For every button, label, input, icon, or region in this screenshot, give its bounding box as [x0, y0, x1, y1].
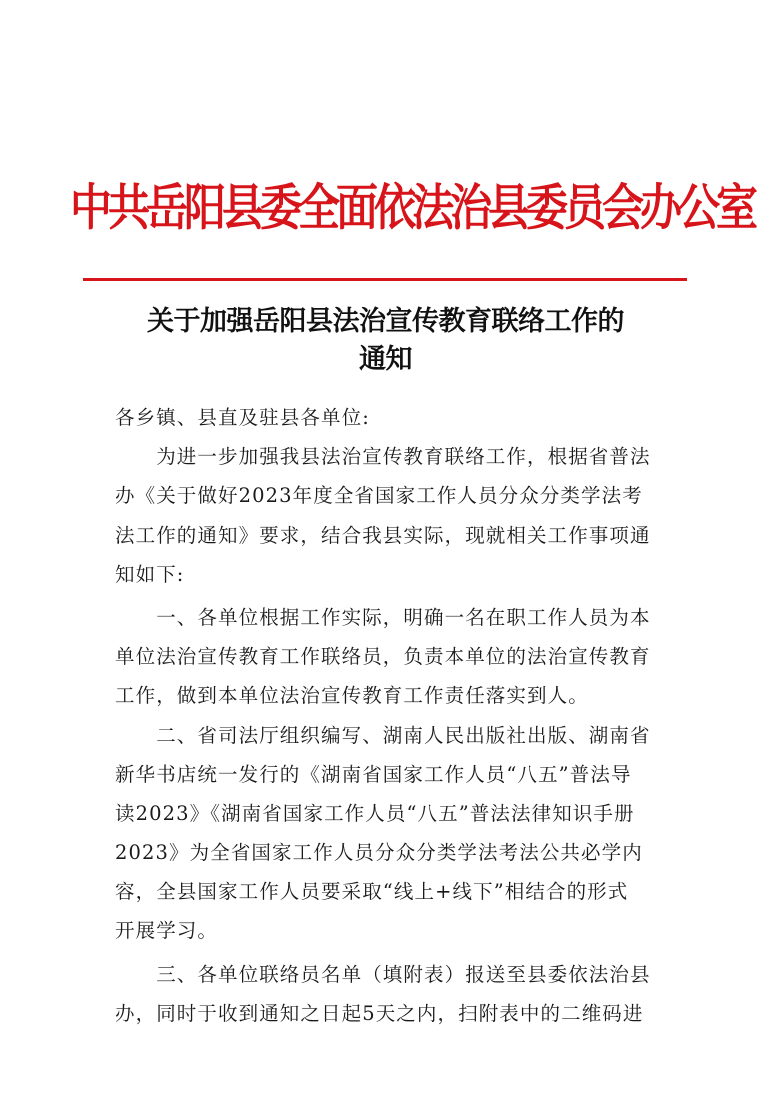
document-body	[115, 398, 675, 1033]
item2-line-3: 读2023》《湖南省国家工作人员“八五”普法法律知识手册	[115, 801, 635, 825]
item1-line-3: 工作，做到本单位法治宣传教育工作责任落实到人。	[115, 684, 589, 708]
item2-line-6: 开展学习。	[115, 919, 219, 943]
salutation: 各乡镇、县直及驻县各单位:	[115, 406, 370, 429]
intro-line-3: 法工作的通知》要求，结合我县实际，现就相关工作事项通	[115, 523, 651, 547]
intro-line-2: 办《关于做好2023年度全省国家工作人员分众分类学法考	[115, 484, 643, 508]
item2-line-5: 容，全县国家工作人员要采取“线上+线下”相结合的形式	[115, 880, 629, 904]
document-title-line-2: 通知	[359, 344, 412, 375]
item2-line-1: 二、省司法厅组织编写、湖南人民出版社出版、湖南省	[115, 723, 651, 747]
item1-line-2: 单位法治宣传教育工作联络员，负责本单位的法治宣传教育	[115, 645, 651, 669]
issuer-header: 中共岳阳县委全面依法治县委员会办公室	[70, 178, 755, 237]
item3-line-2: 办，同时于收到通知之日起5天之内，扫附表中的二维码进	[115, 1001, 644, 1025]
intro-line-1: 为进一步加强我县法治宣传教育联络工作，根据省普法	[115, 445, 651, 469]
item2-line-2: 新华书店统一发行的《湖南省国家工作人员“八五”普法导	[115, 762, 632, 786]
item1-line-1: 一、各单位根据工作实际，明确一名在职工作人员为本	[115, 605, 651, 629]
intro-line-4: 知如下:	[115, 562, 185, 586]
document-title	[95, 303, 676, 379]
red-header-rule	[83, 278, 687, 281]
document-title-line-1: 关于加强岳阳县法治宣传教育联络工作的	[147, 306, 624, 337]
item2-line-4: 2023》为全省国家工作人员分众分类学法考法公共必学内	[115, 841, 643, 865]
item3-line-1: 三、各单位联络员名单（填附表）报送至县委依法治县	[115, 962, 651, 986]
